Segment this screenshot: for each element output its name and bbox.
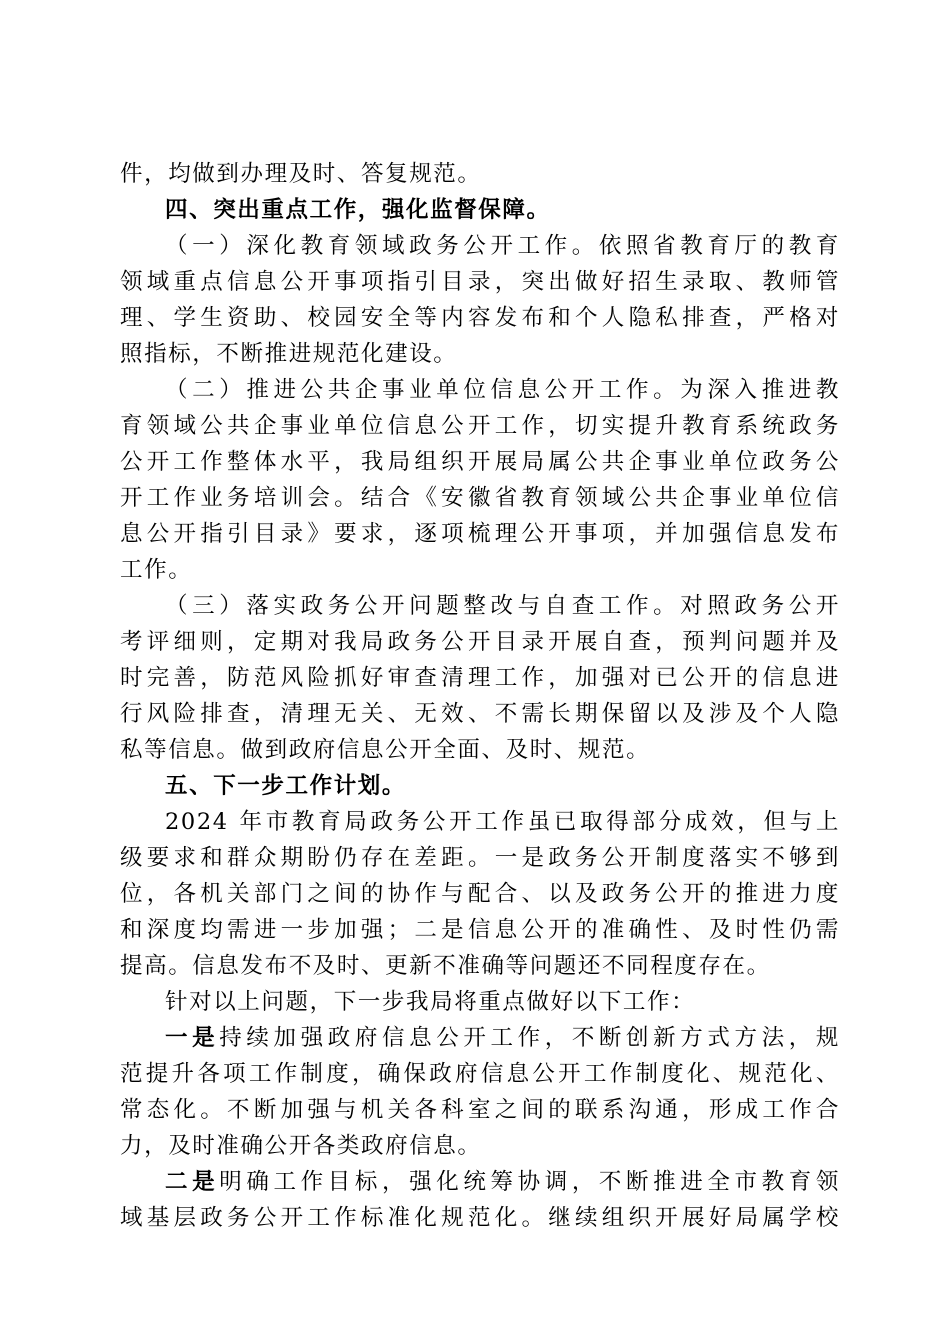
paragraph-line: 息公开指引目录》要求，逐项梳理公开事项，并加强信息发布: [120, 521, 840, 547]
paragraph-line: 力，及时准确公开各类政府信息。: [120, 1133, 482, 1159]
paragraph-line: 行风险排查，清理无关、无效、不需长期保留以及涉及个人隐: [120, 701, 840, 727]
subsection-3-line: （三）落实政务公开问题整改与自查工作。对照政务公开: [165, 593, 840, 619]
item-text: 明确工作目标，强化统筹协调，不断推进全市教育领: [219, 1169, 840, 1195]
paragraph-line: 域基层政务公开工作标准化规范化。继续组织开展好局属学校: [120, 1205, 840, 1231]
item-text: 持续加强政府信息公开工作，不断创新方式方法，规: [219, 1025, 840, 1051]
paragraph-line: 提高。信息发布不及时、更新不准确等问题还不同程度存在。: [120, 953, 771, 979]
paragraph-line: 工作。: [120, 557, 193, 583]
item-2-line: [165, 1164, 840, 1200]
paragraph-line: 时完善，防范风险抓好审查清理工作，加强对已公开的信息进: [120, 665, 840, 691]
paragraph-line: 育领域公共企事业单位信息公开工作，切实提升教育系统政务: [120, 413, 840, 439]
paragraph-line: 和深度均需进一步加强；二是信息公开的准确性、及时性仍需: [120, 917, 840, 943]
item-lead: 一是: [165, 1025, 220, 1051]
item-1-line: [165, 1020, 840, 1056]
paragraph-line: 照指标，不断推进规范化建设。: [120, 341, 458, 367]
paragraph-line: 范提升各项工作制度，确保政府信息公开工作制度化、规范化、: [120, 1061, 840, 1087]
paragraph-line: 针对以上问题，下一步我局将重点做好以下工作：: [165, 989, 696, 1015]
item-lead: 二是: [165, 1169, 220, 1195]
paragraph-line: 考评细则，定期对我局政务公开目录开展自查，预判问题并及: [120, 629, 840, 655]
paragraph-line: 件，均做到办理及时、答复规范。: [120, 161, 482, 187]
paragraph-line: 公开工作整体水平，我局组织开展局属公共企事业单位政务公: [120, 449, 840, 475]
paragraph-line: 理、学生资助、校园安全等内容发布和个人隐私排查，严格对: [120, 305, 840, 331]
section-heading-5: 五、下一步工作计划。: [165, 773, 407, 799]
paragraph-line: 开工作业务培训会。结合《安徽省教育领域公共企事业单位信: [120, 485, 840, 511]
paragraph-line: 2024 年市教育局政务公开工作虽已取得部分成效，但与上: [165, 809, 840, 835]
subsection-2-line: （二）推进公共企事业单位信息公开工作。为深入推进教: [165, 377, 840, 403]
paragraph-line: 常态化。不断加强与机关各科室之间的联系沟通，形成工作合: [120, 1097, 840, 1123]
paragraph-line: 位，各机关部门之间的协作与配合、以及政务公开的推进力度: [120, 881, 840, 907]
subsection-1-line: （一）深化教育领域政务公开工作。依照省教育厅的教育: [165, 233, 840, 259]
paragraph-line: 级要求和群众期盼仍存在差距。一是政务公开制度落实不够到: [120, 845, 840, 871]
section-heading-4: 四、突出重点工作，强化监督保障。: [165, 197, 551, 223]
paragraph-line: 领域重点信息公开事项指引目录，突出做好招生录取、教师管: [120, 269, 840, 295]
paragraph-line: 私等信息。做到政府信息公开全面、及时、规范。: [120, 737, 651, 763]
